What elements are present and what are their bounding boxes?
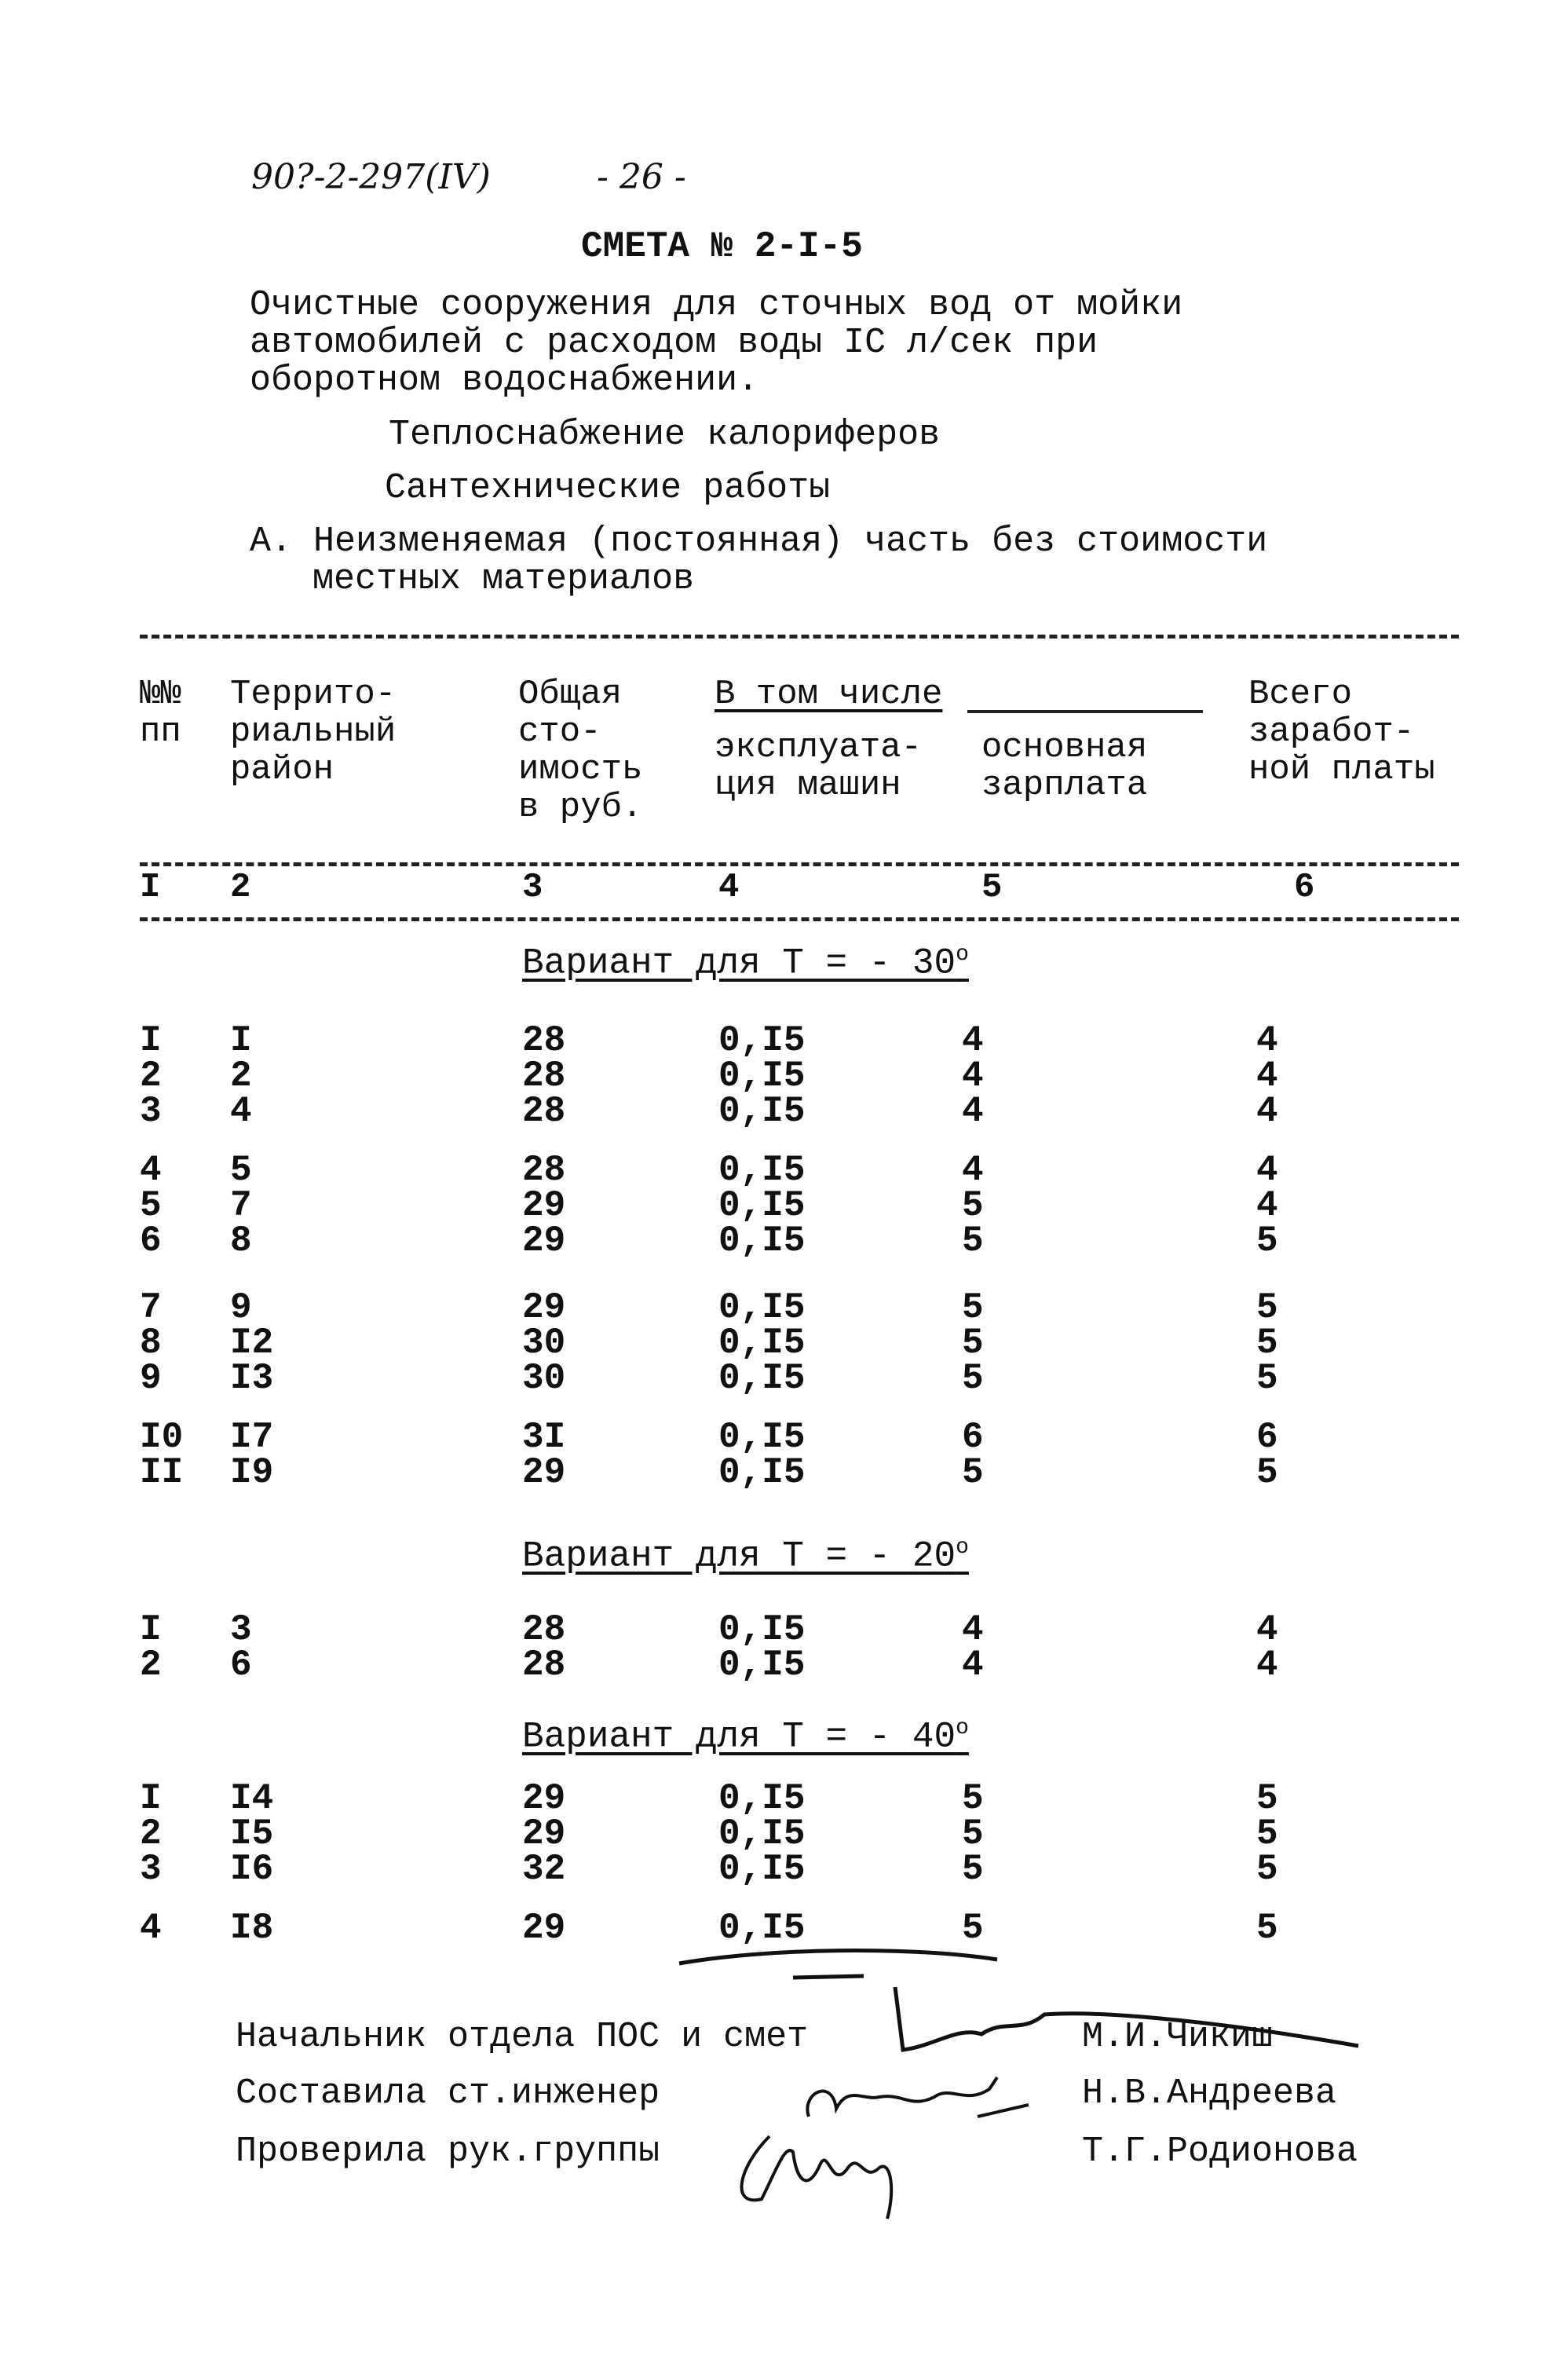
column-number-4: 4 xyxy=(718,868,740,907)
region-number: 2 xyxy=(230,1056,252,1096)
base-wage: 5 xyxy=(962,1358,984,1399)
row-number: 2 xyxy=(140,1645,162,1685)
row-number: 2 xyxy=(140,1056,162,1096)
base-wage: 5 xyxy=(962,1778,984,1819)
region-number: I8 xyxy=(230,1908,274,1949)
total-cost: 29 xyxy=(522,1813,566,1854)
row-number: 6 xyxy=(140,1220,162,1261)
estimate-title: СМЕТА № 2-I-5 xyxy=(581,226,863,267)
header-total-wage: Всего заработ- ной платы xyxy=(1248,675,1435,789)
total-wage: 5 xyxy=(1256,1358,1278,1399)
total-wage: 5 xyxy=(1256,1849,1278,1890)
header-including: В том числе xyxy=(715,675,943,714)
base-wage: 5 xyxy=(962,1323,984,1363)
total-cost: 29 xyxy=(522,1908,566,1949)
signature-role: Проверила рук.группы xyxy=(236,2132,660,2172)
machine-cost: 0,I5 xyxy=(718,1645,806,1685)
table-row xyxy=(0,1021,1568,1060)
row-number: I xyxy=(140,1609,162,1650)
machine-cost: 0,I5 xyxy=(718,1020,806,1061)
header-total-cost: Общая сто- имость в руб. xyxy=(518,675,643,827)
total-wage: 5 xyxy=(1256,1778,1278,1819)
table-row xyxy=(0,1814,1568,1854)
variant-label: Вариант для Т = - $30^о$ xyxy=(522,942,969,984)
row-number: II xyxy=(140,1452,184,1493)
signature-name: Н.В.Андреева xyxy=(1082,2073,1337,2113)
machine-cost: 0,I5 xyxy=(718,1417,806,1458)
base-wage: 4 xyxy=(962,1056,984,1096)
base-wage: 5 xyxy=(962,1452,984,1493)
total-wage: 5 xyxy=(1256,1323,1278,1363)
total-cost: 30 xyxy=(522,1323,566,1363)
base-wage: 4 xyxy=(962,1150,984,1191)
header-num: №№ пп xyxy=(140,675,181,752)
header-wage: основная зарплата xyxy=(981,728,1148,805)
row-number: 5 xyxy=(140,1185,162,1226)
region-number: 3 xyxy=(230,1609,252,1650)
table-row xyxy=(0,1186,1568,1225)
total-cost: 28 xyxy=(522,1645,566,1685)
machine-cost: 0,I5 xyxy=(718,1287,806,1328)
region-number: 8 xyxy=(230,1220,252,1261)
total-cost: 28 xyxy=(522,1020,566,1061)
region-number: I9 xyxy=(230,1452,274,1493)
row-number: I xyxy=(140,1020,162,1061)
part-a-line-2: местных материалов xyxy=(313,559,695,599)
signature-name: М.И.Чикиш xyxy=(1082,2017,1274,2057)
region-number: I xyxy=(230,1020,252,1061)
region-number: I4 xyxy=(230,1778,274,1819)
table-row xyxy=(0,1453,1568,1492)
row-number: 8 xyxy=(140,1323,162,1363)
table-row xyxy=(0,1221,1568,1261)
row-number: I xyxy=(140,1778,162,1819)
description-line-2: автомобилей с расходом воды IC л/сек при xyxy=(250,323,1098,363)
total-wage: 4 xyxy=(1256,1609,1278,1650)
signature-role: Составила ст.инженер xyxy=(236,2073,660,2113)
machine-cost: 0,I5 xyxy=(718,1150,806,1191)
table-row xyxy=(0,1779,1568,1818)
table-row xyxy=(0,1645,1568,1685)
machine-cost: 0,I5 xyxy=(718,1323,806,1363)
region-number: 9 xyxy=(230,1287,252,1328)
base-wage: 4 xyxy=(962,1645,984,1685)
column-number-1: I xyxy=(140,868,161,907)
total-wage: 5 xyxy=(1256,1813,1278,1854)
header-bottom-rule xyxy=(140,862,1459,866)
total-wage: 5 xyxy=(1256,1452,1278,1493)
total-cost: 29 xyxy=(522,1778,566,1819)
total-wage: 4 xyxy=(1256,1056,1278,1096)
region-number: 7 xyxy=(230,1185,252,1226)
row-number: 3 xyxy=(140,1091,162,1132)
table-row xyxy=(0,1359,1568,1398)
total-wage: 4 xyxy=(1256,1020,1278,1061)
region-number: 6 xyxy=(230,1645,252,1685)
base-wage: 4 xyxy=(962,1020,984,1061)
column-number-2: 2 xyxy=(230,868,251,907)
handwritten-signature xyxy=(722,2121,927,2223)
header-region: Террито- риальный район xyxy=(230,675,397,789)
total-wage: 5 xyxy=(1256,1220,1278,1261)
total-wage: 5 xyxy=(1256,1287,1278,1328)
region-number: I6 xyxy=(230,1849,274,1890)
table-row xyxy=(0,1151,1568,1190)
region-number: 4 xyxy=(230,1091,252,1132)
column-number-6: 6 xyxy=(1294,868,1315,907)
base-wage: 5 xyxy=(962,1220,984,1261)
total-cost: 28 xyxy=(522,1091,566,1132)
row-number: 7 xyxy=(140,1287,162,1328)
section-heating: Теплоснабжение калориферов xyxy=(389,415,941,455)
total-cost: 28 xyxy=(522,1150,566,1191)
part-a-line-1: А. Неизменяемая (постоянная) часть без стоимости xyxy=(250,521,1268,562)
base-wage: 5 xyxy=(962,1813,984,1854)
base-wage: 4 xyxy=(962,1609,984,1650)
region-number: I2 xyxy=(230,1323,274,1363)
variant-label: Вариант для Т = - $20^о$ xyxy=(522,1535,969,1577)
machine-cost: 0,I5 xyxy=(718,1813,806,1854)
document-code: 90?-2-297(IV) xyxy=(251,157,491,197)
total-wage: 5 xyxy=(1256,1908,1278,1949)
table-row xyxy=(0,1850,1568,1889)
description-line-3: оборотном водоснабжении. xyxy=(250,360,759,401)
row-number: 9 xyxy=(140,1358,162,1399)
region-number: I3 xyxy=(230,1358,274,1399)
machine-cost: 0,I5 xyxy=(718,1778,806,1819)
base-wage: 4 xyxy=(962,1091,984,1132)
row-number: 4 xyxy=(140,1150,162,1191)
table-row xyxy=(0,1092,1568,1131)
table-row xyxy=(0,1418,1568,1457)
signature-role: Начальник отдела ПОС и смет xyxy=(236,2017,809,2057)
machine-cost: 0,I5 xyxy=(718,1091,806,1132)
base-wage: 6 xyxy=(962,1417,984,1458)
table-top-rule xyxy=(140,635,1459,639)
header-including-rule xyxy=(967,710,1203,713)
total-cost: 29 xyxy=(522,1287,566,1328)
total-wage: 4 xyxy=(1256,1185,1278,1226)
region-number: I7 xyxy=(230,1417,274,1458)
machine-cost: 0,I5 xyxy=(718,1908,806,1949)
row-number: I0 xyxy=(140,1417,184,1458)
base-wage: 5 xyxy=(962,1287,984,1328)
total-wage: 4 xyxy=(1256,1091,1278,1132)
machine-cost: 0,I5 xyxy=(718,1056,806,1096)
total-wage: 4 xyxy=(1256,1645,1278,1685)
section-works: Сантехнические работы xyxy=(385,468,831,508)
table-row xyxy=(0,1056,1568,1096)
base-wage: 5 xyxy=(962,1908,984,1949)
row-number: 2 xyxy=(140,1813,162,1854)
machine-cost: 0,I5 xyxy=(718,1220,806,1261)
total-cost: 28 xyxy=(522,1056,566,1096)
base-wage: 5 xyxy=(962,1849,984,1890)
header-machines: эксплуата- ция машин xyxy=(715,728,923,805)
variant-label: Вариант для Т = - $40^о$ xyxy=(522,1716,969,1758)
region-number: I5 xyxy=(230,1813,274,1854)
total-wage: 4 xyxy=(1256,1150,1278,1191)
column-number-rule xyxy=(140,917,1459,921)
table-row xyxy=(0,1610,1568,1649)
column-number-5: 5 xyxy=(981,868,1003,907)
total-cost: 29 xyxy=(522,1185,566,1226)
table-row xyxy=(0,1323,1568,1363)
description-line-1: Очистные сооружения для сточных вод от мойки xyxy=(250,285,1183,325)
table-row xyxy=(0,1288,1568,1327)
signature-name: Т.Г.Родионова xyxy=(1082,2132,1358,2172)
column-number-3: 3 xyxy=(522,868,543,907)
total-cost: 30 xyxy=(522,1358,566,1399)
total-cost: 29 xyxy=(522,1452,566,1493)
base-wage: 5 xyxy=(962,1185,984,1226)
region-number: 5 xyxy=(230,1150,252,1191)
total-cost: 32 xyxy=(522,1849,566,1890)
handwritten-signature xyxy=(887,1971,1374,2066)
total-cost: 28 xyxy=(522,1609,566,1650)
machine-cost: 0,I5 xyxy=(718,1849,806,1890)
row-number: 4 xyxy=(140,1908,162,1949)
row-number: 3 xyxy=(140,1849,162,1890)
total-cost: 3I xyxy=(522,1417,566,1458)
machine-cost: 0,I5 xyxy=(718,1185,806,1226)
machine-cost: 0,I5 xyxy=(718,1452,806,1493)
total-wage: 6 xyxy=(1256,1417,1278,1458)
machine-cost: 0,I5 xyxy=(718,1358,806,1399)
total-cost: 29 xyxy=(522,1220,566,1261)
page-number: - 26 - xyxy=(597,157,686,197)
machine-cost: 0,I5 xyxy=(718,1609,806,1650)
